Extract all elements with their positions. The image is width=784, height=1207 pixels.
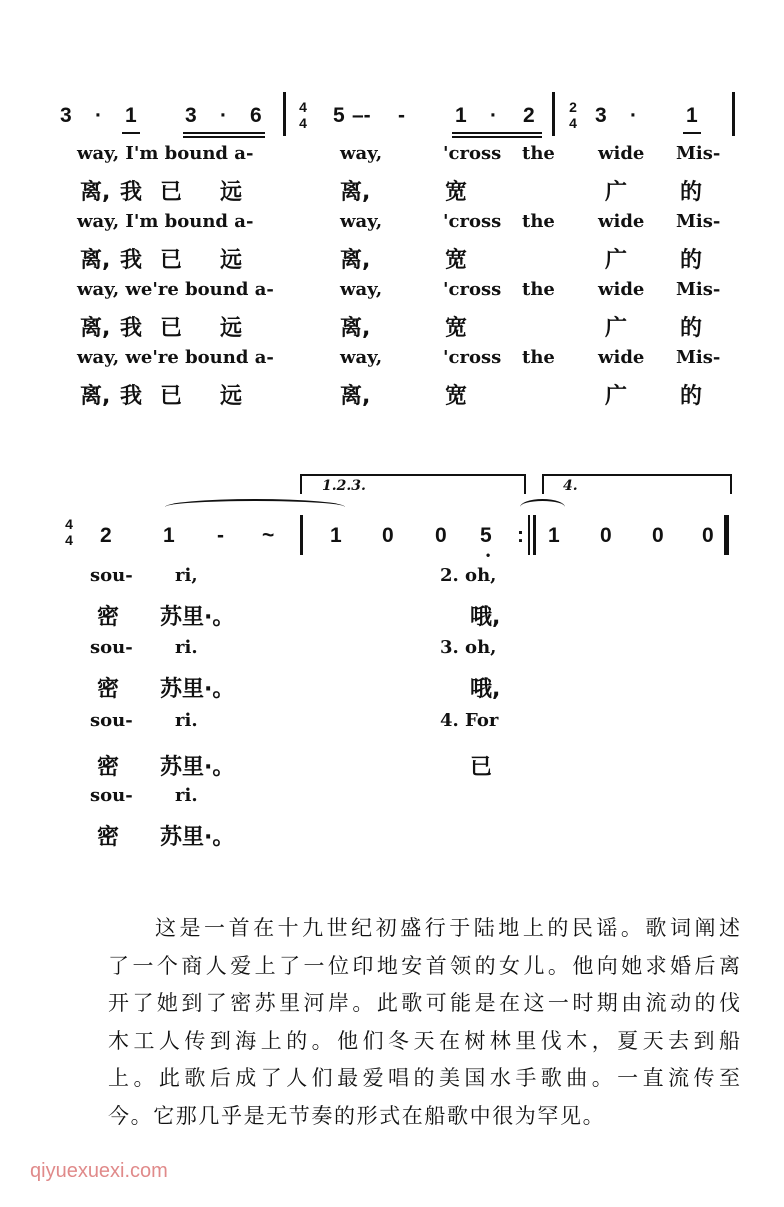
lyric-zh: 苏里·。 xyxy=(160,755,235,780)
lyric-zh: 离, xyxy=(80,248,111,273)
lyric-en: Mis- xyxy=(676,347,721,368)
lyric-zh: 广 xyxy=(605,316,628,341)
lyric-en: the xyxy=(522,347,555,368)
lyric-en: wide xyxy=(598,279,645,300)
note: –- xyxy=(352,104,371,127)
paragraph-line: 上。此歌后成了人们最爱唱的美国水手歌曲。一直流传至 xyxy=(108,1066,740,1091)
lyric-zh: 我 xyxy=(120,384,143,409)
lyric-en: way, I'm bound a- xyxy=(77,211,254,232)
note: ~ xyxy=(262,524,275,547)
underline xyxy=(183,136,265,138)
note: 5 xyxy=(333,104,345,127)
note: - xyxy=(398,104,405,127)
note: · xyxy=(95,104,102,127)
note: 2 xyxy=(523,104,535,127)
lyric-zh: 远 xyxy=(220,316,243,341)
lyric-en: way, xyxy=(340,143,383,164)
lyric-zh: 苏里·。 xyxy=(160,605,235,630)
note: 3 xyxy=(185,104,197,127)
underline xyxy=(452,132,542,134)
lyric-en: 'cross xyxy=(443,347,502,368)
lyric-en: way, xyxy=(340,279,383,300)
note: 1 xyxy=(455,104,467,127)
underline xyxy=(183,132,265,134)
note: 0 xyxy=(382,524,394,547)
lyric-zh: 密 xyxy=(97,825,120,850)
lyric-zh: 广 xyxy=(605,248,628,273)
lyric-zh: 苏里·。 xyxy=(160,825,235,850)
lyric-zh: 离, xyxy=(340,316,371,341)
paragraph-line: 今。它那几乎是无节奏的形式在船歌中很为罕见。 xyxy=(108,1104,606,1128)
lyric-en: 'cross xyxy=(443,211,502,232)
lyric-zh: 离, xyxy=(80,180,111,205)
barline xyxy=(533,515,536,555)
lyric-en: way, xyxy=(340,211,383,232)
lyric-en: wide xyxy=(598,347,645,368)
note: · xyxy=(630,104,637,127)
lyric-en: ri, xyxy=(175,565,198,586)
underline xyxy=(683,132,701,134)
lyric-zh: 我 xyxy=(120,316,143,341)
lyric-zh: 宽 xyxy=(445,180,468,205)
lyric-en: way, xyxy=(340,347,383,368)
lyric-zh: 苏里·。 xyxy=(160,677,235,702)
lyric-zh: 的 xyxy=(680,384,703,409)
lyric-zh: 已 xyxy=(160,316,183,341)
note: - xyxy=(217,524,224,547)
lyric-en: sou- xyxy=(90,565,133,586)
time-signature-numerator: 4 xyxy=(65,516,73,532)
lyric-en: sou- xyxy=(90,710,133,731)
lyric-zh: 宽 xyxy=(445,248,468,273)
note: 1 xyxy=(125,104,137,127)
lyric-en: 2. oh, xyxy=(440,565,497,586)
lyric-en: Mis- xyxy=(676,279,721,300)
lyric-zh: 宽 xyxy=(445,316,468,341)
note: : xyxy=(517,524,524,547)
lyric-en: 3. oh, xyxy=(440,637,497,658)
note: 1 xyxy=(330,524,342,547)
watermark: qiyuexuexi.com xyxy=(30,1160,168,1182)
lyric-en: sou- xyxy=(90,637,133,658)
time-signature-numerator: 2 xyxy=(569,99,577,115)
lyric-zh: 远 xyxy=(220,248,243,273)
lyric-zh: 离, xyxy=(80,384,111,409)
lyric-en: the xyxy=(522,211,555,232)
slur xyxy=(165,499,345,515)
lyric-zh: 远 xyxy=(220,384,243,409)
paragraph-line: 这是一首在十九世纪初盛行于陆地上的民谣。歌词阐述 xyxy=(155,916,740,940)
note: 2 xyxy=(100,524,112,547)
tie xyxy=(520,499,565,515)
lyric-zh: 已 xyxy=(470,755,493,780)
lyric-zh: 广 xyxy=(605,384,628,409)
note: 0 xyxy=(652,524,664,547)
lyric-zh: 离, xyxy=(340,384,371,409)
lyric-en: 'cross xyxy=(443,143,502,164)
lyric-zh: 密 xyxy=(97,755,120,780)
dot-below: • xyxy=(486,548,491,562)
lyric-en: 'cross xyxy=(443,279,502,300)
lyric-en: the xyxy=(522,143,555,164)
note: 1 xyxy=(686,104,698,127)
note: · xyxy=(220,104,227,127)
note: 0 xyxy=(435,524,447,547)
lyric-en: Mis- xyxy=(676,143,721,164)
lyric-en: ri. xyxy=(175,785,198,806)
lyric-zh: 离, xyxy=(340,248,371,273)
lyric-en: ri. xyxy=(175,637,198,658)
lyric-en: Mis- xyxy=(676,211,721,232)
lyric-zh: 已 xyxy=(160,384,183,409)
lyric-zh: 的 xyxy=(680,248,703,273)
note: 5 xyxy=(480,524,492,547)
lyric-en: wide xyxy=(598,211,645,232)
lyric-zh: 离, xyxy=(80,316,111,341)
barline xyxy=(528,515,530,555)
paragraph-line: 开了她到了密苏里河岸。此歌可能是在这一时期由流动的伐 xyxy=(108,991,740,1016)
lyric-zh: 已 xyxy=(160,180,183,205)
lyric-zh: 密 xyxy=(97,677,120,702)
lyric-zh: 宽 xyxy=(445,384,468,409)
barline xyxy=(552,92,555,136)
underline xyxy=(122,132,140,134)
lyric-zh: 密 xyxy=(97,605,120,630)
lyric-zh: 的 xyxy=(680,316,703,341)
note: 0 xyxy=(702,524,714,547)
note: 3 xyxy=(595,104,607,127)
lyric-zh: 远 xyxy=(220,180,243,205)
ending-label-1: 1.2.3. xyxy=(322,478,366,494)
lyric-en: way, we're bound a- xyxy=(77,347,274,368)
barline xyxy=(300,515,303,555)
time-signature-denominator: 4 xyxy=(569,115,577,131)
note: 6 xyxy=(250,104,262,127)
lyric-zh: 广 xyxy=(605,180,628,205)
time-signature-denominator: 4 xyxy=(65,532,73,548)
note: 1 xyxy=(163,524,175,547)
lyric-en: 4. For xyxy=(440,710,499,731)
note: 0 xyxy=(600,524,612,547)
lyric-zh: 哦, xyxy=(470,677,501,702)
lyric-zh: 哦, xyxy=(470,605,501,630)
barline xyxy=(724,515,729,555)
ending-label-2: 4. xyxy=(563,478,578,494)
underline xyxy=(452,136,542,138)
paragraph-line: 了一个商人爱上了一位印地安首领的女儿。他向她求婚后离 xyxy=(108,953,740,978)
note: 1 xyxy=(548,524,560,547)
lyric-en: sou- xyxy=(90,785,133,806)
lyric-en: the xyxy=(522,279,555,300)
barline xyxy=(732,92,735,136)
lyric-en: ri. xyxy=(175,710,198,731)
paragraph-line: 木工人传到海上的。他们冬天在树林里伐木，夏天去到船 xyxy=(108,1028,740,1053)
lyric-zh: 我 xyxy=(120,248,143,273)
lyric-en: way, we're bound a- xyxy=(77,279,274,300)
time-signature-numerator: 4 xyxy=(299,99,307,115)
lyric-en: wide xyxy=(598,143,645,164)
lyric-zh: 的 xyxy=(680,180,703,205)
lyric-zh: 已 xyxy=(160,248,183,273)
note: 3 xyxy=(60,104,72,127)
barline xyxy=(283,92,286,136)
lyric-zh: 离, xyxy=(340,180,371,205)
time-signature-denominator: 4 xyxy=(299,115,307,131)
note: · xyxy=(490,104,497,127)
lyric-en: way, I'm bound a- xyxy=(77,143,254,164)
lyric-zh: 我 xyxy=(120,180,143,205)
